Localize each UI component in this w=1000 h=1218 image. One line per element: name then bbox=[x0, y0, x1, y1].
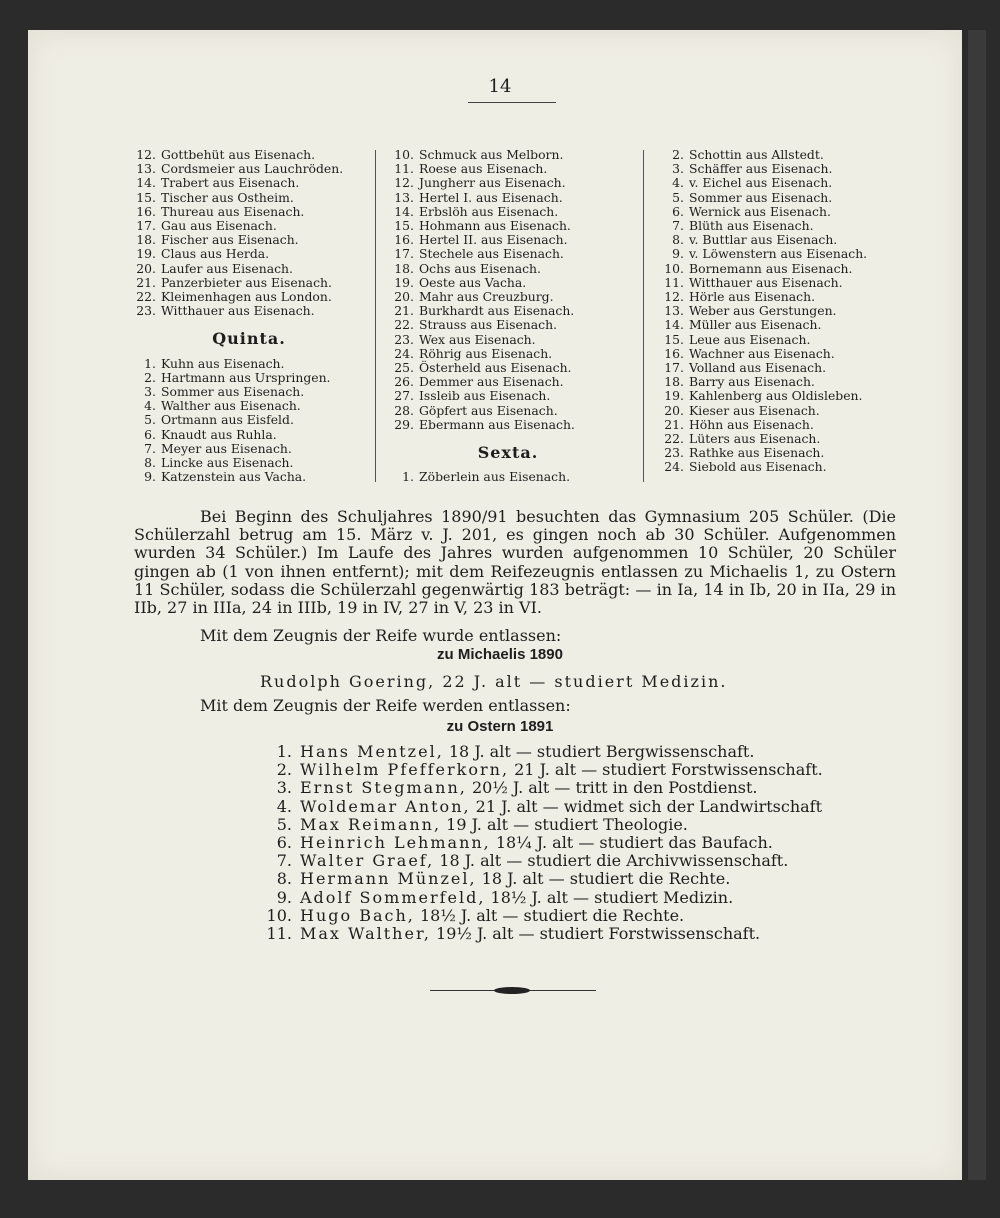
list-item-text: Wernick aus Eisenach. bbox=[689, 203, 831, 219]
list-item-number: 24. bbox=[664, 459, 684, 475]
column-3-list-a bbox=[662, 148, 892, 475]
list-item-number: 14. bbox=[664, 317, 684, 333]
list-item-text: Claus aus Herda. bbox=[161, 246, 270, 262]
list-item-text: Witthauer aus Eisenach. bbox=[689, 274, 843, 290]
list-item-number: 21. bbox=[136, 274, 156, 290]
list-item-number: 21. bbox=[394, 303, 414, 319]
list-item-number: 20. bbox=[136, 260, 156, 276]
list-item-number: 11. bbox=[394, 161, 414, 177]
list-item bbox=[662, 361, 892, 375]
list-item-text: Schmuck aus Melborn. bbox=[419, 147, 564, 162]
list-item-number: 14. bbox=[136, 175, 156, 191]
list-item-text: Roese aus Eisenach. bbox=[419, 161, 548, 177]
list-item bbox=[392, 333, 624, 347]
list-item-number: 21. bbox=[664, 416, 684, 432]
graduate-row bbox=[258, 888, 733, 907]
page-number-underline bbox=[468, 98, 556, 103]
list-item-text: Hohmann aus Eisenach. bbox=[419, 218, 571, 234]
list-item bbox=[392, 219, 624, 233]
graduate-row bbox=[258, 797, 822, 816]
list-item-text: Gottbehüt aus Eisenach. bbox=[161, 147, 316, 162]
list-item-number: 19. bbox=[136, 246, 156, 262]
list-item bbox=[392, 470, 624, 484]
list-item-text: Tischer aus Ostheim. bbox=[161, 189, 294, 205]
list-item bbox=[134, 442, 364, 456]
list-item bbox=[662, 262, 892, 276]
michaelis-graduate: Rudolph Goering, 22 J. alt — studiert Medizin. bbox=[260, 672, 728, 691]
graduate-row bbox=[258, 742, 754, 761]
list-item-text: Röhrig aus Eisenach. bbox=[419, 345, 553, 361]
list-item bbox=[134, 428, 364, 442]
graduate-row bbox=[258, 869, 730, 888]
graduate-row bbox=[258, 778, 758, 797]
list-item-text: Rathke aus Eisenach. bbox=[689, 445, 825, 461]
list-item-text: Weber aus Gerstungen. bbox=[689, 303, 837, 319]
list-item-number: 28. bbox=[394, 402, 414, 418]
column-divider bbox=[375, 150, 376, 482]
list-item-number: 22. bbox=[394, 317, 414, 333]
graduate-number: 11. bbox=[266, 924, 292, 943]
list-item-number: 23. bbox=[664, 445, 684, 461]
graduate-details: 19 J. alt — studiert Theologie. bbox=[441, 814, 688, 834]
list-item bbox=[134, 233, 364, 247]
list-item-number: 7. bbox=[144, 440, 156, 456]
column-divider bbox=[643, 150, 644, 482]
list-item-number: 1. bbox=[402, 469, 414, 485]
graduate-details: 18 J. alt — studiert die Archivwissenschaft. bbox=[434, 851, 789, 871]
list-item bbox=[134, 456, 364, 470]
list-item-number: 27. bbox=[394, 388, 414, 404]
list-item bbox=[662, 460, 892, 474]
list-item-text: Mahr aus Creuzburg. bbox=[419, 289, 554, 305]
michaelis-heading: zu Michaelis 1890 bbox=[437, 646, 563, 663]
list-item-number: 8. bbox=[144, 455, 156, 471]
list-item-text: Müller aus Eisenach. bbox=[689, 317, 822, 333]
list-item bbox=[662, 233, 892, 247]
list-item bbox=[134, 191, 364, 205]
list-item-text: Volland aus Eisenach. bbox=[689, 360, 827, 376]
list-item-text: Kahlenberg aus Oldisleben. bbox=[689, 388, 863, 404]
list-item bbox=[662, 304, 892, 318]
list-item-number: 26. bbox=[394, 374, 414, 390]
list-item-number: 1. bbox=[144, 355, 156, 371]
list-item-number: 23. bbox=[136, 303, 156, 319]
list-item bbox=[134, 385, 364, 399]
list-item-text: Panzerbieter aus Eisenach. bbox=[161, 274, 332, 290]
list-item-text: Ebermann aus Eisenach. bbox=[419, 416, 575, 432]
list-item bbox=[134, 276, 364, 290]
list-item-text: Burkhardt aus Eisenach. bbox=[419, 303, 575, 319]
list-item-number: 2. bbox=[144, 369, 156, 385]
list-item-number: 16. bbox=[136, 203, 156, 219]
graduate-number: 10. bbox=[266, 905, 292, 925]
graduate-name: Max Walther, bbox=[300, 924, 431, 943]
list-item-text: Sommer aus Eisenach. bbox=[689, 189, 833, 205]
list-item-number: 15. bbox=[394, 218, 414, 234]
list-item bbox=[134, 399, 364, 413]
list-item-text: Demmer aus Eisenach. bbox=[419, 374, 564, 390]
graduate-details: 18 J. alt — studiert Bergwissenschaft. bbox=[443, 742, 755, 761]
graduate-number: 2. bbox=[276, 760, 292, 780]
list-item bbox=[134, 357, 364, 371]
list-item bbox=[134, 413, 364, 427]
list-item-number: 16. bbox=[664, 345, 684, 361]
list-item-text: Meyer aus Eisenach. bbox=[161, 440, 292, 456]
list-item bbox=[392, 375, 624, 389]
list-item-number: 3. bbox=[672, 161, 684, 177]
list-item bbox=[134, 205, 364, 219]
list-item-text: Cordsmeier aus Lauchröden. bbox=[161, 161, 344, 177]
graduate-name: Walter Graef, bbox=[300, 851, 435, 871]
list-item-number: 7. bbox=[672, 218, 684, 234]
list-item-number: 18. bbox=[136, 232, 156, 248]
list-item-number: 18. bbox=[394, 260, 414, 276]
list-item bbox=[392, 233, 624, 247]
list-item-text: v. Buttlar aus Eisenach. bbox=[689, 232, 838, 248]
list-item-number: 5. bbox=[144, 412, 156, 428]
list-item bbox=[662, 318, 892, 332]
list-item-text: Thureau aus Eisenach. bbox=[161, 203, 305, 219]
list-item bbox=[662, 375, 892, 389]
list-item bbox=[662, 404, 892, 418]
list-item-text: Knaudt aus Ruhla. bbox=[161, 426, 277, 442]
ostern-heading: zu Ostern 1891 bbox=[446, 718, 554, 735]
list-item bbox=[662, 219, 892, 233]
graduate-number: 3. bbox=[276, 778, 292, 798]
list-item bbox=[392, 191, 624, 205]
list-item-number: 19. bbox=[664, 388, 684, 404]
reife-intro-2: Mit dem Zeugnis der Reife werden entlassen: bbox=[200, 696, 571, 715]
list-item-number: 3. bbox=[144, 384, 156, 400]
list-item-number: 12. bbox=[394, 175, 414, 191]
graduate-details: 18¼ J. alt — studiert das Baufach. bbox=[490, 833, 773, 852]
graduate-name: Adolf Sommerfeld, bbox=[300, 887, 486, 907]
graduate-details: 19½ J. alt — studiert Forstwissenschaft. bbox=[430, 924, 761, 943]
list-item-number: 23. bbox=[394, 331, 414, 347]
graduate-details: 18½ J. alt — studiert Medizin. bbox=[485, 887, 734, 907]
graduate-number: 6. bbox=[276, 833, 292, 852]
graduate-row bbox=[258, 760, 823, 779]
list-item-number: 13. bbox=[394, 189, 414, 205]
list-item-text: Ochs aus Eisenach. bbox=[419, 260, 541, 276]
list-item bbox=[392, 347, 624, 361]
page-edge bbox=[968, 30, 986, 1180]
list-item-number: 19. bbox=[394, 274, 414, 290]
list-item-number: 9. bbox=[144, 469, 156, 485]
graduate-row bbox=[258, 833, 773, 852]
list-item bbox=[134, 162, 364, 176]
list-item-text: Hörle aus Eisenach. bbox=[689, 289, 816, 305]
list-item bbox=[662, 191, 892, 205]
graduate-name: Max Reimann, bbox=[300, 814, 442, 834]
graduate-number: 9. bbox=[276, 887, 292, 907]
list-item bbox=[134, 148, 364, 162]
graduate-row bbox=[258, 906, 684, 925]
list-item bbox=[392, 361, 624, 375]
list-item-text: Erbslöh aus Eisenach. bbox=[419, 203, 559, 219]
list-item-number: 29. bbox=[394, 416, 414, 432]
list-item-number: 9. bbox=[672, 246, 684, 262]
list-item-text: Trabert aus Eisenach. bbox=[161, 175, 300, 191]
list-item-text: Katzenstein aus Vacha. bbox=[161, 469, 307, 485]
graduate-number: 7. bbox=[276, 851, 292, 871]
sexta-heading: Sexta. bbox=[477, 443, 539, 463]
list-item bbox=[134, 247, 364, 261]
graduate-name: Ernst Stegmann, bbox=[300, 778, 467, 798]
graduate-details: 21 J. alt — widmet sich der Landwirtschaft bbox=[470, 796, 823, 816]
graduate-details: 20½ J. alt — tritt in den Postdienst. bbox=[466, 778, 758, 798]
reife-intro-1: Mit dem Zeugnis der Reife wurde entlassen: bbox=[200, 626, 562, 645]
list-item-text: Strauss aus Eisenach. bbox=[419, 317, 558, 333]
list-item bbox=[134, 470, 364, 484]
graduate-row bbox=[258, 815, 688, 834]
list-item bbox=[662, 148, 892, 162]
quinta-list bbox=[134, 357, 364, 485]
list-item-text: Höhn aus Eisenach. bbox=[689, 416, 814, 432]
list-item-number: 8. bbox=[672, 232, 684, 248]
list-item-number: 18. bbox=[664, 374, 684, 390]
list-item-text: Ortmann aus Eisfeld. bbox=[161, 412, 294, 428]
list-item-number: 25. bbox=[394, 360, 414, 376]
column-2 bbox=[392, 148, 624, 484]
graduate-details: 18 J. alt — studiert die Rechte. bbox=[476, 869, 731, 889]
list-item bbox=[662, 418, 892, 432]
graduate-row bbox=[258, 924, 760, 943]
list-item-text: Witthauer aus Eisenach. bbox=[161, 303, 315, 319]
list-item-text: Oeste aus Vacha. bbox=[419, 274, 527, 290]
list-item-text: Wex aus Eisenach. bbox=[419, 331, 536, 347]
list-item bbox=[134, 176, 364, 190]
list-item bbox=[662, 432, 892, 446]
list-item-text: Leue aus Eisenach. bbox=[689, 331, 811, 347]
list-item bbox=[392, 389, 624, 403]
list-item-text: Schäffer aus Eisenach. bbox=[689, 161, 833, 177]
list-item-number: 12. bbox=[664, 289, 684, 305]
column-1 bbox=[134, 148, 364, 484]
list-item-number: 20. bbox=[664, 402, 684, 418]
closing-ornament bbox=[494, 987, 530, 994]
list-item-text: v. Eichel aus Eisenach. bbox=[689, 175, 833, 191]
list-item bbox=[392, 162, 624, 176]
list-item bbox=[134, 290, 364, 304]
list-item-text: Blüth aus Eisenach. bbox=[689, 218, 814, 234]
list-item-number: 2. bbox=[672, 147, 684, 162]
column-1-list-a bbox=[134, 148, 364, 318]
enrollment-text: Bei Beginn des Schuljahres 1890/91 besuchten das Gymnasium 205 Schüler. (Die Schülerzahl betrug am 15. März v. J. 201, es gingen noch ab 30 Schüler. Aufgenommen wurden 34 Schüler.) Im Laufe des Jahres wurden aufgenommen 10 Schüler, 20 Schüler gingen ab (1 von ihnen entfernt); mit dem Reifezeugnis entlassen zu Michaelis 1, zu Ostern 11 Schüler, sodass die Schülerzahl gegenwärtig 183 beträgt: — in Ia, 14 in Ib, 20 in IIa, 29 in IIb, 27 in IIIa, 24 in IIIb, 19 in IV, 27 in V, 23 in VI. bbox=[134, 507, 896, 618]
list-item-text: Kleimenhagen aus London. bbox=[161, 289, 332, 305]
list-item bbox=[134, 219, 364, 233]
list-item-text: Hartmann aus Urspringen. bbox=[161, 369, 331, 385]
list-item-text: Stechele aus Eisenach. bbox=[419, 246, 564, 262]
column-2-list-a bbox=[392, 148, 624, 432]
sexta-list bbox=[392, 470, 624, 484]
list-item-number: 5. bbox=[672, 189, 684, 205]
list-item bbox=[662, 247, 892, 261]
graduate-name: Hugo Bach, bbox=[300, 905, 415, 925]
list-item-text: Lincke aus Eisenach. bbox=[161, 455, 294, 471]
list-item-text: Fischer aus Eisenach. bbox=[161, 232, 299, 248]
list-item-number: 12. bbox=[136, 147, 156, 162]
list-item-text: Lüters aus Eisenach. bbox=[689, 431, 821, 447]
graduate-details: 21 J. alt — studiert Forstwissenschaft. bbox=[509, 760, 823, 780]
list-item-text: Issleib aus Eisenach. bbox=[419, 388, 551, 404]
list-item-number: 22. bbox=[664, 431, 684, 447]
list-item bbox=[392, 148, 624, 162]
list-item-number: 6. bbox=[672, 203, 684, 219]
list-item-number: 22. bbox=[136, 289, 156, 305]
list-item bbox=[662, 389, 892, 403]
list-item bbox=[392, 404, 624, 418]
graduate-number: 1. bbox=[276, 742, 292, 761]
list-item-text: Sommer aus Eisenach. bbox=[161, 384, 305, 400]
list-item-number: 10. bbox=[394, 147, 414, 162]
list-item-number: 4. bbox=[672, 175, 684, 191]
list-item-text: v. Löwenstern aus Eisenach. bbox=[689, 246, 868, 262]
list-item bbox=[392, 205, 624, 219]
list-item bbox=[662, 162, 892, 176]
list-item-number: 15. bbox=[664, 331, 684, 347]
graduate-name: Wilhelm Pfefferkorn, bbox=[300, 760, 510, 780]
enrollment-paragraph bbox=[134, 508, 896, 617]
list-item bbox=[662, 446, 892, 460]
graduate-name: Hermann Münzel, bbox=[300, 869, 477, 889]
list-item bbox=[134, 304, 364, 318]
list-item-number: 11. bbox=[664, 274, 684, 290]
list-item-text: Wachner aus Eisenach. bbox=[689, 345, 835, 361]
list-item-number: 17. bbox=[394, 246, 414, 262]
list-item bbox=[392, 318, 624, 332]
list-item bbox=[662, 290, 892, 304]
graduate-number: 8. bbox=[276, 869, 292, 889]
list-item-text: Göpfert aus Eisenach. bbox=[419, 402, 558, 418]
list-item bbox=[392, 290, 624, 304]
list-item bbox=[134, 371, 364, 385]
list-item-text: Zöberlein aus Eisenach. bbox=[419, 469, 571, 485]
list-item bbox=[392, 276, 624, 290]
graduate-name: Hans Mentzel, bbox=[300, 742, 444, 761]
list-item-text: Jungherr aus Eisenach. bbox=[419, 175, 566, 191]
list-item-number: 14. bbox=[394, 203, 414, 219]
graduate-number: 5. bbox=[276, 814, 292, 834]
quinta-heading: Quinta. bbox=[212, 329, 286, 349]
list-item-number: 15. bbox=[136, 189, 156, 205]
list-item bbox=[662, 347, 892, 361]
list-item bbox=[392, 304, 624, 318]
list-item-number: 24. bbox=[394, 345, 414, 361]
list-item bbox=[392, 247, 624, 261]
list-item-number: 13. bbox=[136, 161, 156, 177]
list-item-text: Siebold aus Eisenach. bbox=[689, 459, 827, 475]
list-item-number: 4. bbox=[144, 398, 156, 414]
list-item-text: Kieser aus Eisenach. bbox=[689, 402, 820, 418]
graduate-number: 4. bbox=[276, 796, 292, 816]
list-item-number: 13. bbox=[664, 303, 684, 319]
list-item bbox=[392, 176, 624, 190]
list-item-text: Schottin aus Allstedt. bbox=[689, 147, 824, 162]
list-item-text: Kuhn aus Eisenach. bbox=[161, 355, 285, 371]
list-item-text: Gau aus Eisenach. bbox=[161, 218, 277, 234]
list-item bbox=[134, 262, 364, 276]
list-item-text: Hertel II. aus Eisenach. bbox=[419, 232, 568, 248]
graduate-details: 18½ J. alt — studiert die Rechte. bbox=[414, 905, 685, 925]
list-item-text: Walther aus Eisenach. bbox=[161, 398, 301, 414]
list-item-number: 17. bbox=[136, 218, 156, 234]
graduate-name: Heinrich Lehmann, bbox=[300, 833, 491, 852]
list-item bbox=[662, 333, 892, 347]
column-3 bbox=[662, 148, 892, 475]
list-item-number: 20. bbox=[394, 289, 414, 305]
list-item bbox=[392, 262, 624, 276]
list-item-text: Laufer aus Eisenach. bbox=[161, 260, 293, 276]
list-item-text: Hertel I. aus Eisenach. bbox=[419, 189, 563, 205]
list-item-text: Österheld aus Eisenach. bbox=[419, 360, 572, 376]
list-item bbox=[662, 205, 892, 219]
page-number: 14 bbox=[488, 76, 512, 97]
list-item-number: 16. bbox=[394, 232, 414, 248]
graduate-row bbox=[258, 851, 788, 870]
graduate-name: Woldemar Anton, bbox=[300, 796, 471, 816]
list-item bbox=[392, 418, 624, 432]
list-item-text: Bornemann aus Eisenach. bbox=[689, 260, 853, 276]
list-item bbox=[662, 176, 892, 190]
list-item-number: 10. bbox=[664, 260, 684, 276]
list-item-text: Barry aus Eisenach. bbox=[689, 374, 815, 390]
list-item-number: 6. bbox=[144, 426, 156, 442]
list-item-number: 17. bbox=[664, 360, 684, 376]
list-item bbox=[662, 276, 892, 290]
